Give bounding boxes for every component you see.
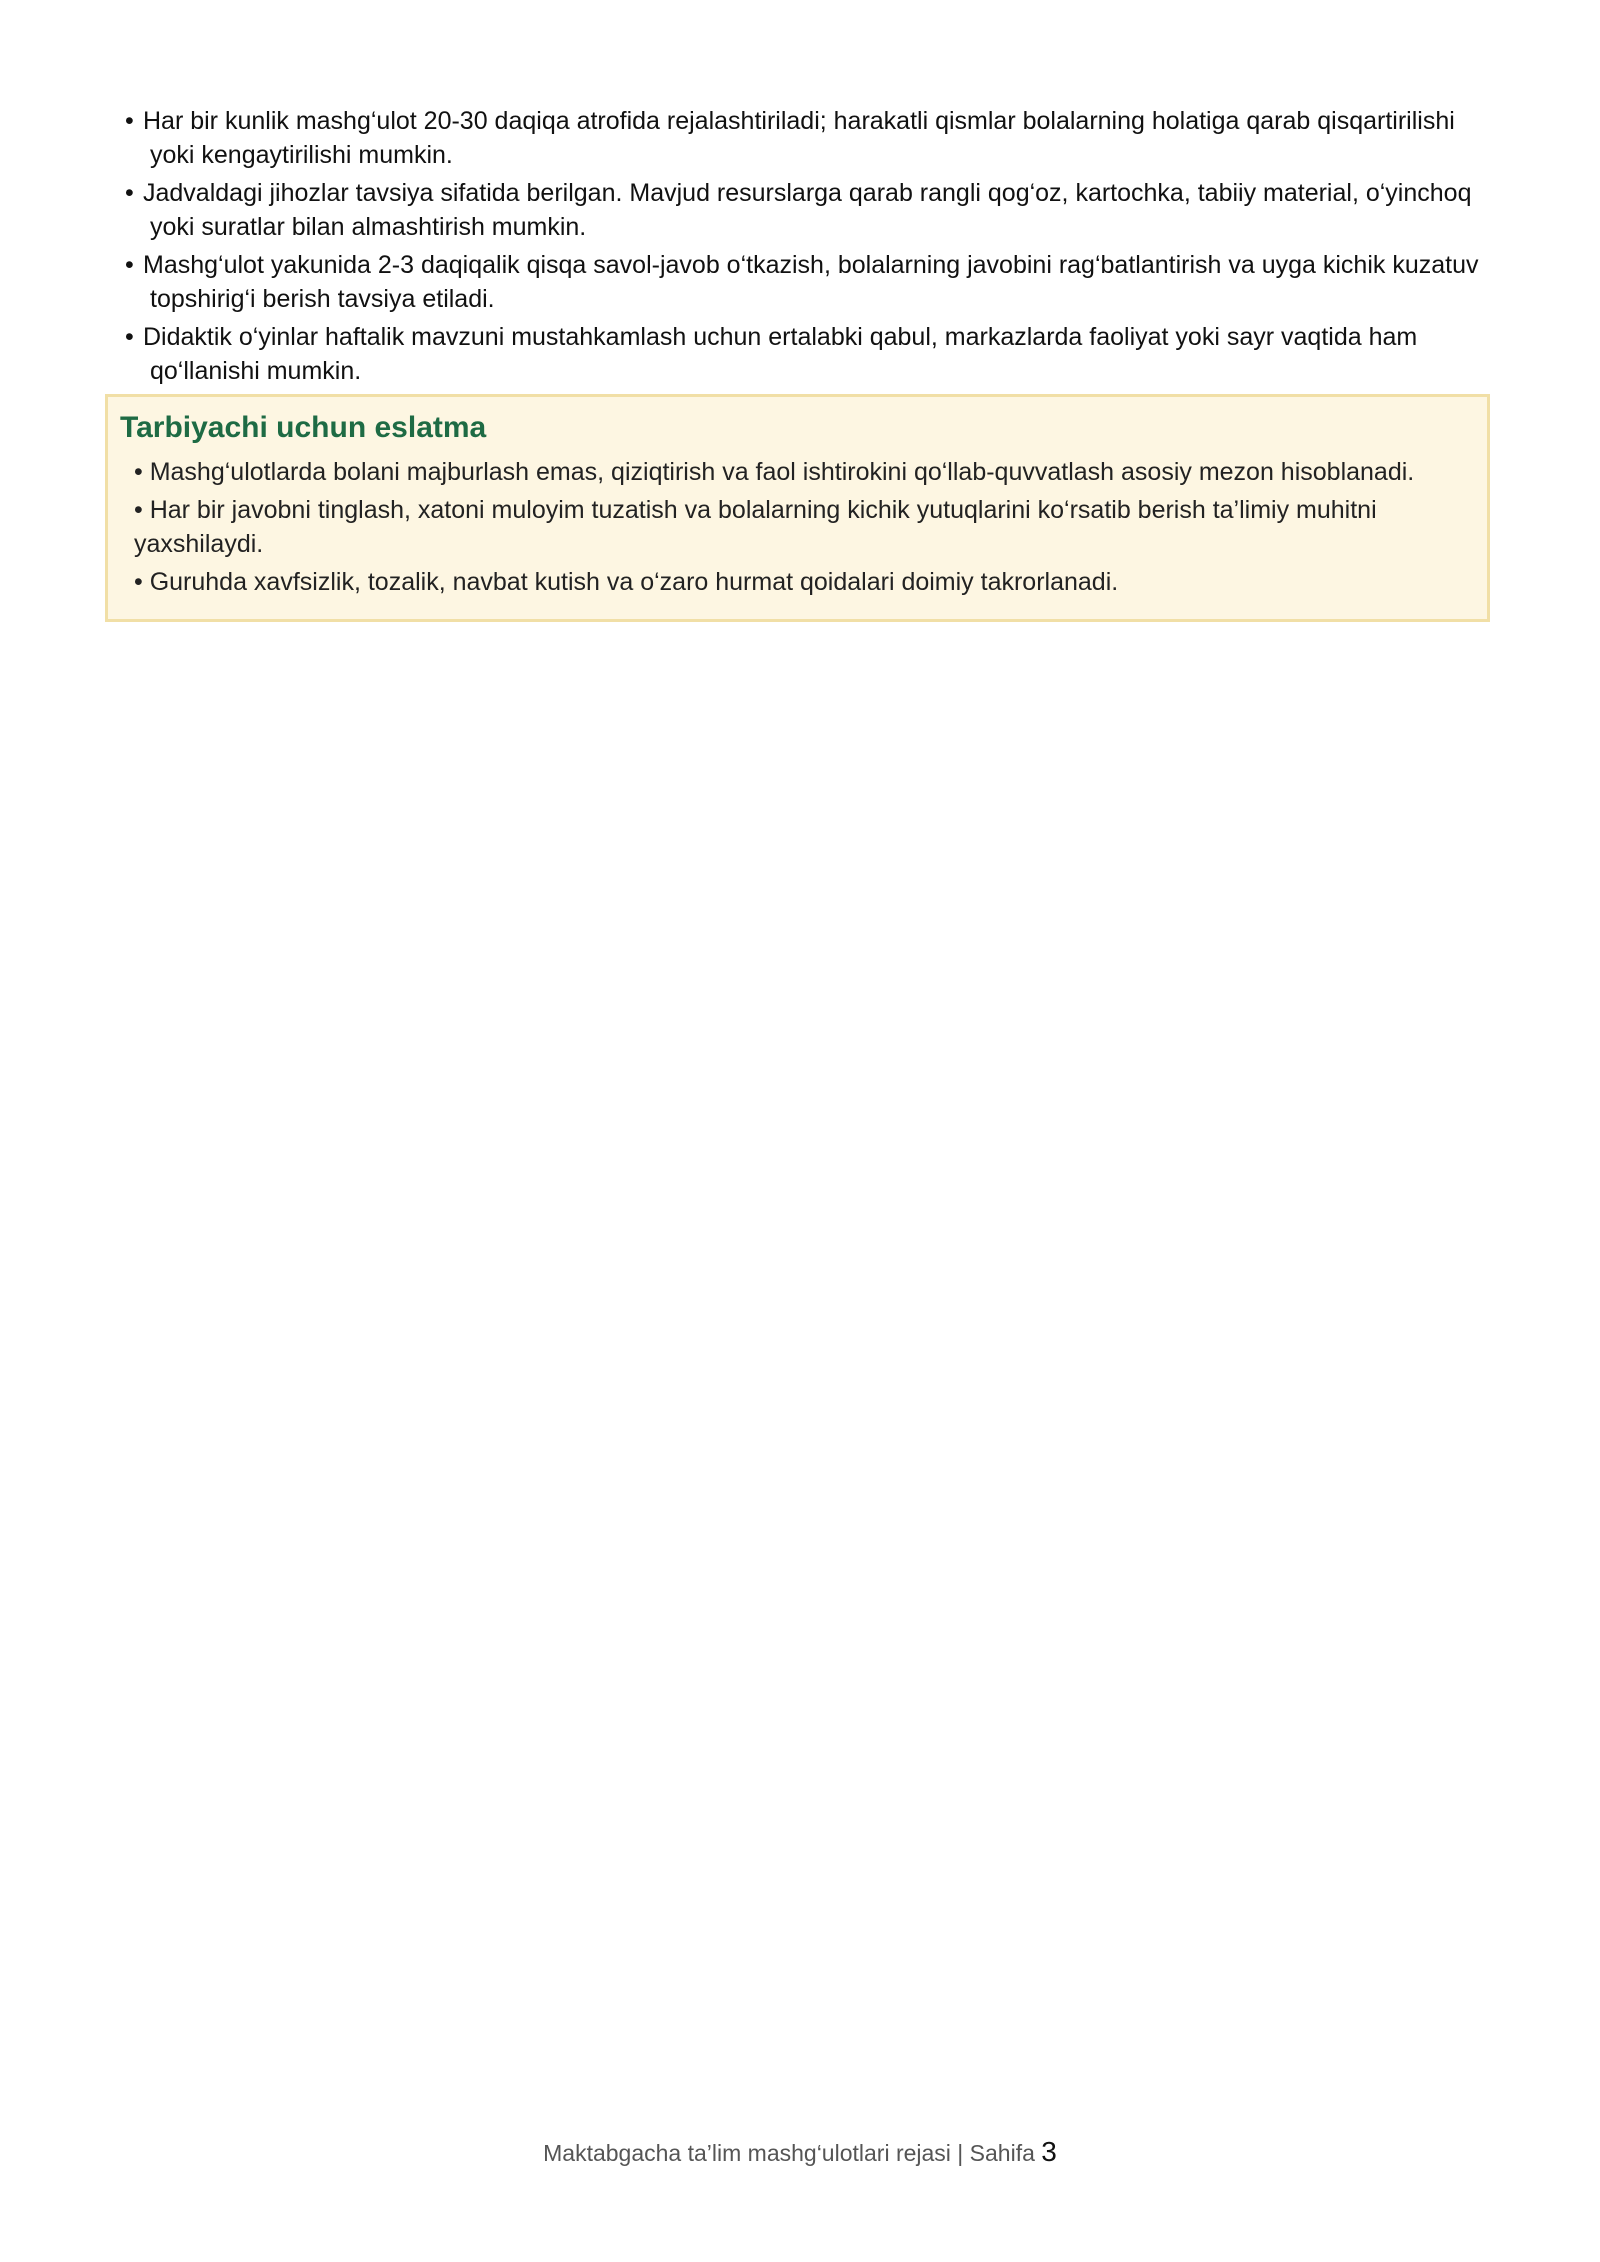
bullet-marker: • <box>125 179 134 207</box>
note-item: • Mashg‘ulotlarda bolani majburlash emas, qiziqtirish va faol ishtirokini qo‘llab-quvvatlash asosiy mezon hisoblanadi. <box>134 458 1415 486</box>
notes-section <box>125 104 1495 392</box>
list-item-text: Har bir kunlik mashg‘ulot 20-30 daqiqa atrofida rejalashtiriladi; harakatli qismlar bolalarning holatiga qarab qisqartirilishi yoki kengaytirilishi mumkin. <box>143 107 1455 169</box>
bullet-marker: • <box>125 107 134 135</box>
note-title: Tarbiyachi uchun eslatma <box>120 411 487 444</box>
list-item-text: Mashg‘ulot yakunida 2-3 daqiqalik qisqa savol-javob o‘tkazish, bolalarning javobini rag‘batlantirish va uyga kichik kuzatuv topshirig‘i berish tavsiya etiladi. <box>143 251 1479 313</box>
list-item <box>125 176 1495 244</box>
teacher-note-box <box>105 394 1490 622</box>
bullet-list <box>125 104 1495 388</box>
note-item: • Guruhda xavfsizlik, tozalik, navbat kutish va o‘zaro hurmat qoidalari doimiy takrorlanadi. <box>134 568 1119 596</box>
note-list <box>120 455 1471 599</box>
bullet-marker: • <box>125 251 134 279</box>
list-item <box>125 320 1495 388</box>
list-item <box>125 248 1495 316</box>
note-item: • Har bir javobni tinglash, xatoni muloyim tuzatish va bolalarning kichik yutuqlarini ko‘rsatib berish ta’limiy muhitni yaxshilaydi. <box>134 496 1377 558</box>
page-number: 3 <box>1041 2136 1057 2167</box>
list-item-text: Didaktik o‘yinlar haftalik mavzuni mustahkamlash uchun ertalabki qabul, markazlarda faoliyat yoki sayr vaqtida ham qo‘llanishi mumkin. <box>143 323 1418 385</box>
page-footer <box>0 2136 1600 2168</box>
footer-text: Maktabgacha ta’lim mashg‘ulotlari rejasi | Sahifa <box>543 2140 1035 2166</box>
list-item-text: Jadvaldagi jihozlar tavsiya sifatida berilgan. Mavjud resurslarga qarab rangli qog‘oz, kartochka, tabiiy material, o‘yinchoq yoki suratlar bilan almashtirish mumkin. <box>143 179 1472 241</box>
bullet-marker: • <box>125 323 134 351</box>
list-item <box>125 104 1495 172</box>
